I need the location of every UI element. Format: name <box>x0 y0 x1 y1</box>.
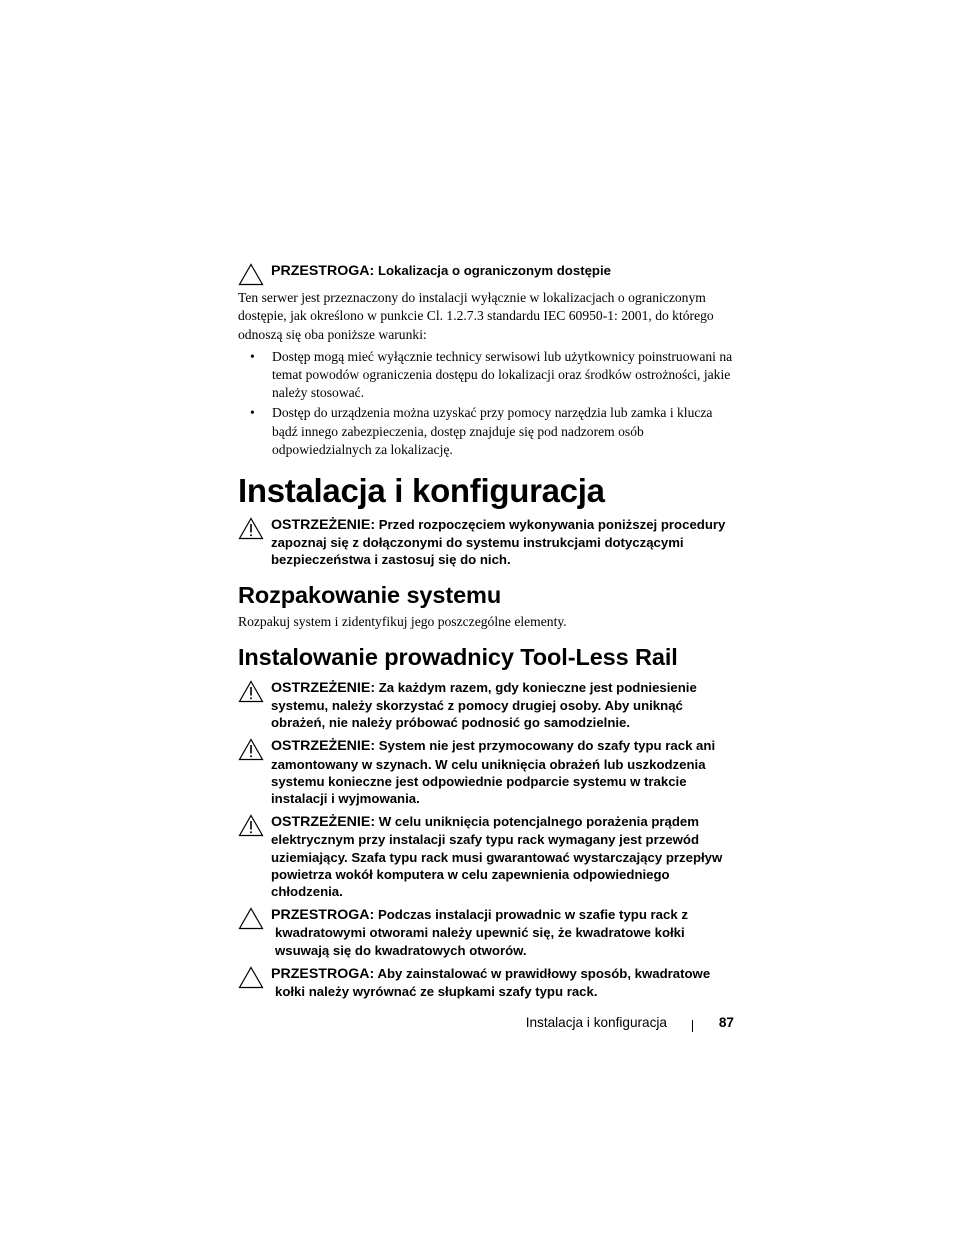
warning-triangle-icon <box>238 738 264 761</box>
unpack-paragraph: Rozpakuj system i zidentyfikuj jego poszczególne elementy. <box>238 613 567 629</box>
notice-text: System nie jest przymocowany do szafy typu rack ani zamontowany w szynach. W celu uniknięcia obrażeń lub uszkodzenia systemu konieczne jest odpowiednie podparcie systemu w trakcie instalacji i wyjmowania. <box>271 738 716 807</box>
section-title-rails: Instalowanie prowadnicy Tool-Less Rail <box>238 643 678 670</box>
warning-safety-instructions <box>238 516 738 569</box>
warning-triangle-icon <box>238 680 264 703</box>
bullet-icon: • <box>250 348 255 364</box>
notice-type: OSTRZEŻENIE: <box>271 738 376 755</box>
bullet-icon: • <box>250 405 255 421</box>
page-footer <box>480 1015 734 1035</box>
notice-text: Aby zainstalować w prawidłowy sposób, kwadratowe kołki należy wyrównać ze słupkami szafy typu rack. <box>275 965 711 1000</box>
notice-type: OSTRZEŻENIE: <box>271 679 376 696</box>
caution-align-pegs <box>238 965 738 1000</box>
caution-square-holes <box>238 906 738 959</box>
notice-text: Lokalizacja o ograniczonym dostępie <box>377 263 611 278</box>
warning-triangle-icon <box>238 517 264 540</box>
list-item <box>238 404 738 459</box>
notice-text: Przed rozpoczęciem wykonywania poniższej procedury zapoznaj się z dołączonymi do systemu instrukcjami dotyczącymi bezpieczeństwa i zastosuj się do nich. <box>271 517 726 568</box>
section-title-unpack: Rozpakowanie systemu <box>238 581 502 608</box>
warning-lifting <box>238 679 738 732</box>
notice-type: PRZESTROGA: <box>271 263 375 279</box>
warning-support <box>238 737 738 807</box>
notice-type: OSTRZEŻENIE: <box>271 814 376 831</box>
notice-text: Podczas instalacji prowadnic w szafie typu rack z kwadratowymi otworami należy upewnić się, że kwadratowe kołki wsuwają się do kwadratowych otworów. <box>275 907 688 958</box>
page-content <box>238 262 738 1000</box>
notice-text: Za każdym razem, gdy konieczne jest podniesienie systemu, należy skorzystać z pomocy drugiej osoby. Aby uniknąć obrażeń, nie należy próbować podnosić go samodzielnie. <box>271 679 697 731</box>
footer-chapter-title: Instalacja i konfiguracja <box>525 1015 667 1030</box>
notice-text: W celu uniknięcia potencjalnego porażenia prądem elektrycznym przy instalacji szafy typu rack wymagany jest przewód uziemiający. Szafa typu rack musi gwarantować wystarczający przepływ powietrza wokół komputera w celu zapewnienia odpowiedniego chłodzenia. <box>271 814 723 900</box>
warning-grounding <box>238 813 738 900</box>
page-number: 87 <box>718 1015 734 1030</box>
list-item-text: Dostęp do urządzenia można uzyskać przy pomocy narzędzia lub zamka i klucza bądź innego zabezpieczenia, dostęp znajduje się pod nadzorem osób odpowiedzialnych za lokalizację. <box>272 405 713 457</box>
list-item-text: Dostęp mogą mieć wyłącznie technicy serwisowi lub użytkownicy poinstruowani na temat powodów ograniczenia dostępu do lokalizacji oraz środków ostrożności, jakie należy stosować. <box>272 348 733 401</box>
requirements-list <box>238 348 738 459</box>
footer-separator <box>692 1020 693 1032</box>
notice-type: PRZESTROGA: <box>271 907 375 924</box>
warning-triangle-icon <box>238 814 264 837</box>
notice-type: OSTRZEŻENIE: <box>271 517 376 534</box>
caution-triangle-icon <box>238 907 264 930</box>
chapter-title: Instalacja i konfiguracja <box>238 472 605 510</box>
caution-triangle-icon <box>238 263 264 286</box>
caution-triangle-icon <box>238 966 264 989</box>
notice-type: PRZESTROGA: <box>271 965 375 982</box>
caution-restricted-access <box>238 262 738 280</box>
list-item <box>238 348 738 403</box>
intro-paragraph: Ten serwer jest przeznaczony do instalacji wyłącznie w lokalizacjach o ograniczonym dostępie, jak określono w punkcie Cl. 1.2.7.3 standardu IEC 60950-1: 2001, do którego odnoszą się oba poniższe warunki: <box>238 290 714 342</box>
